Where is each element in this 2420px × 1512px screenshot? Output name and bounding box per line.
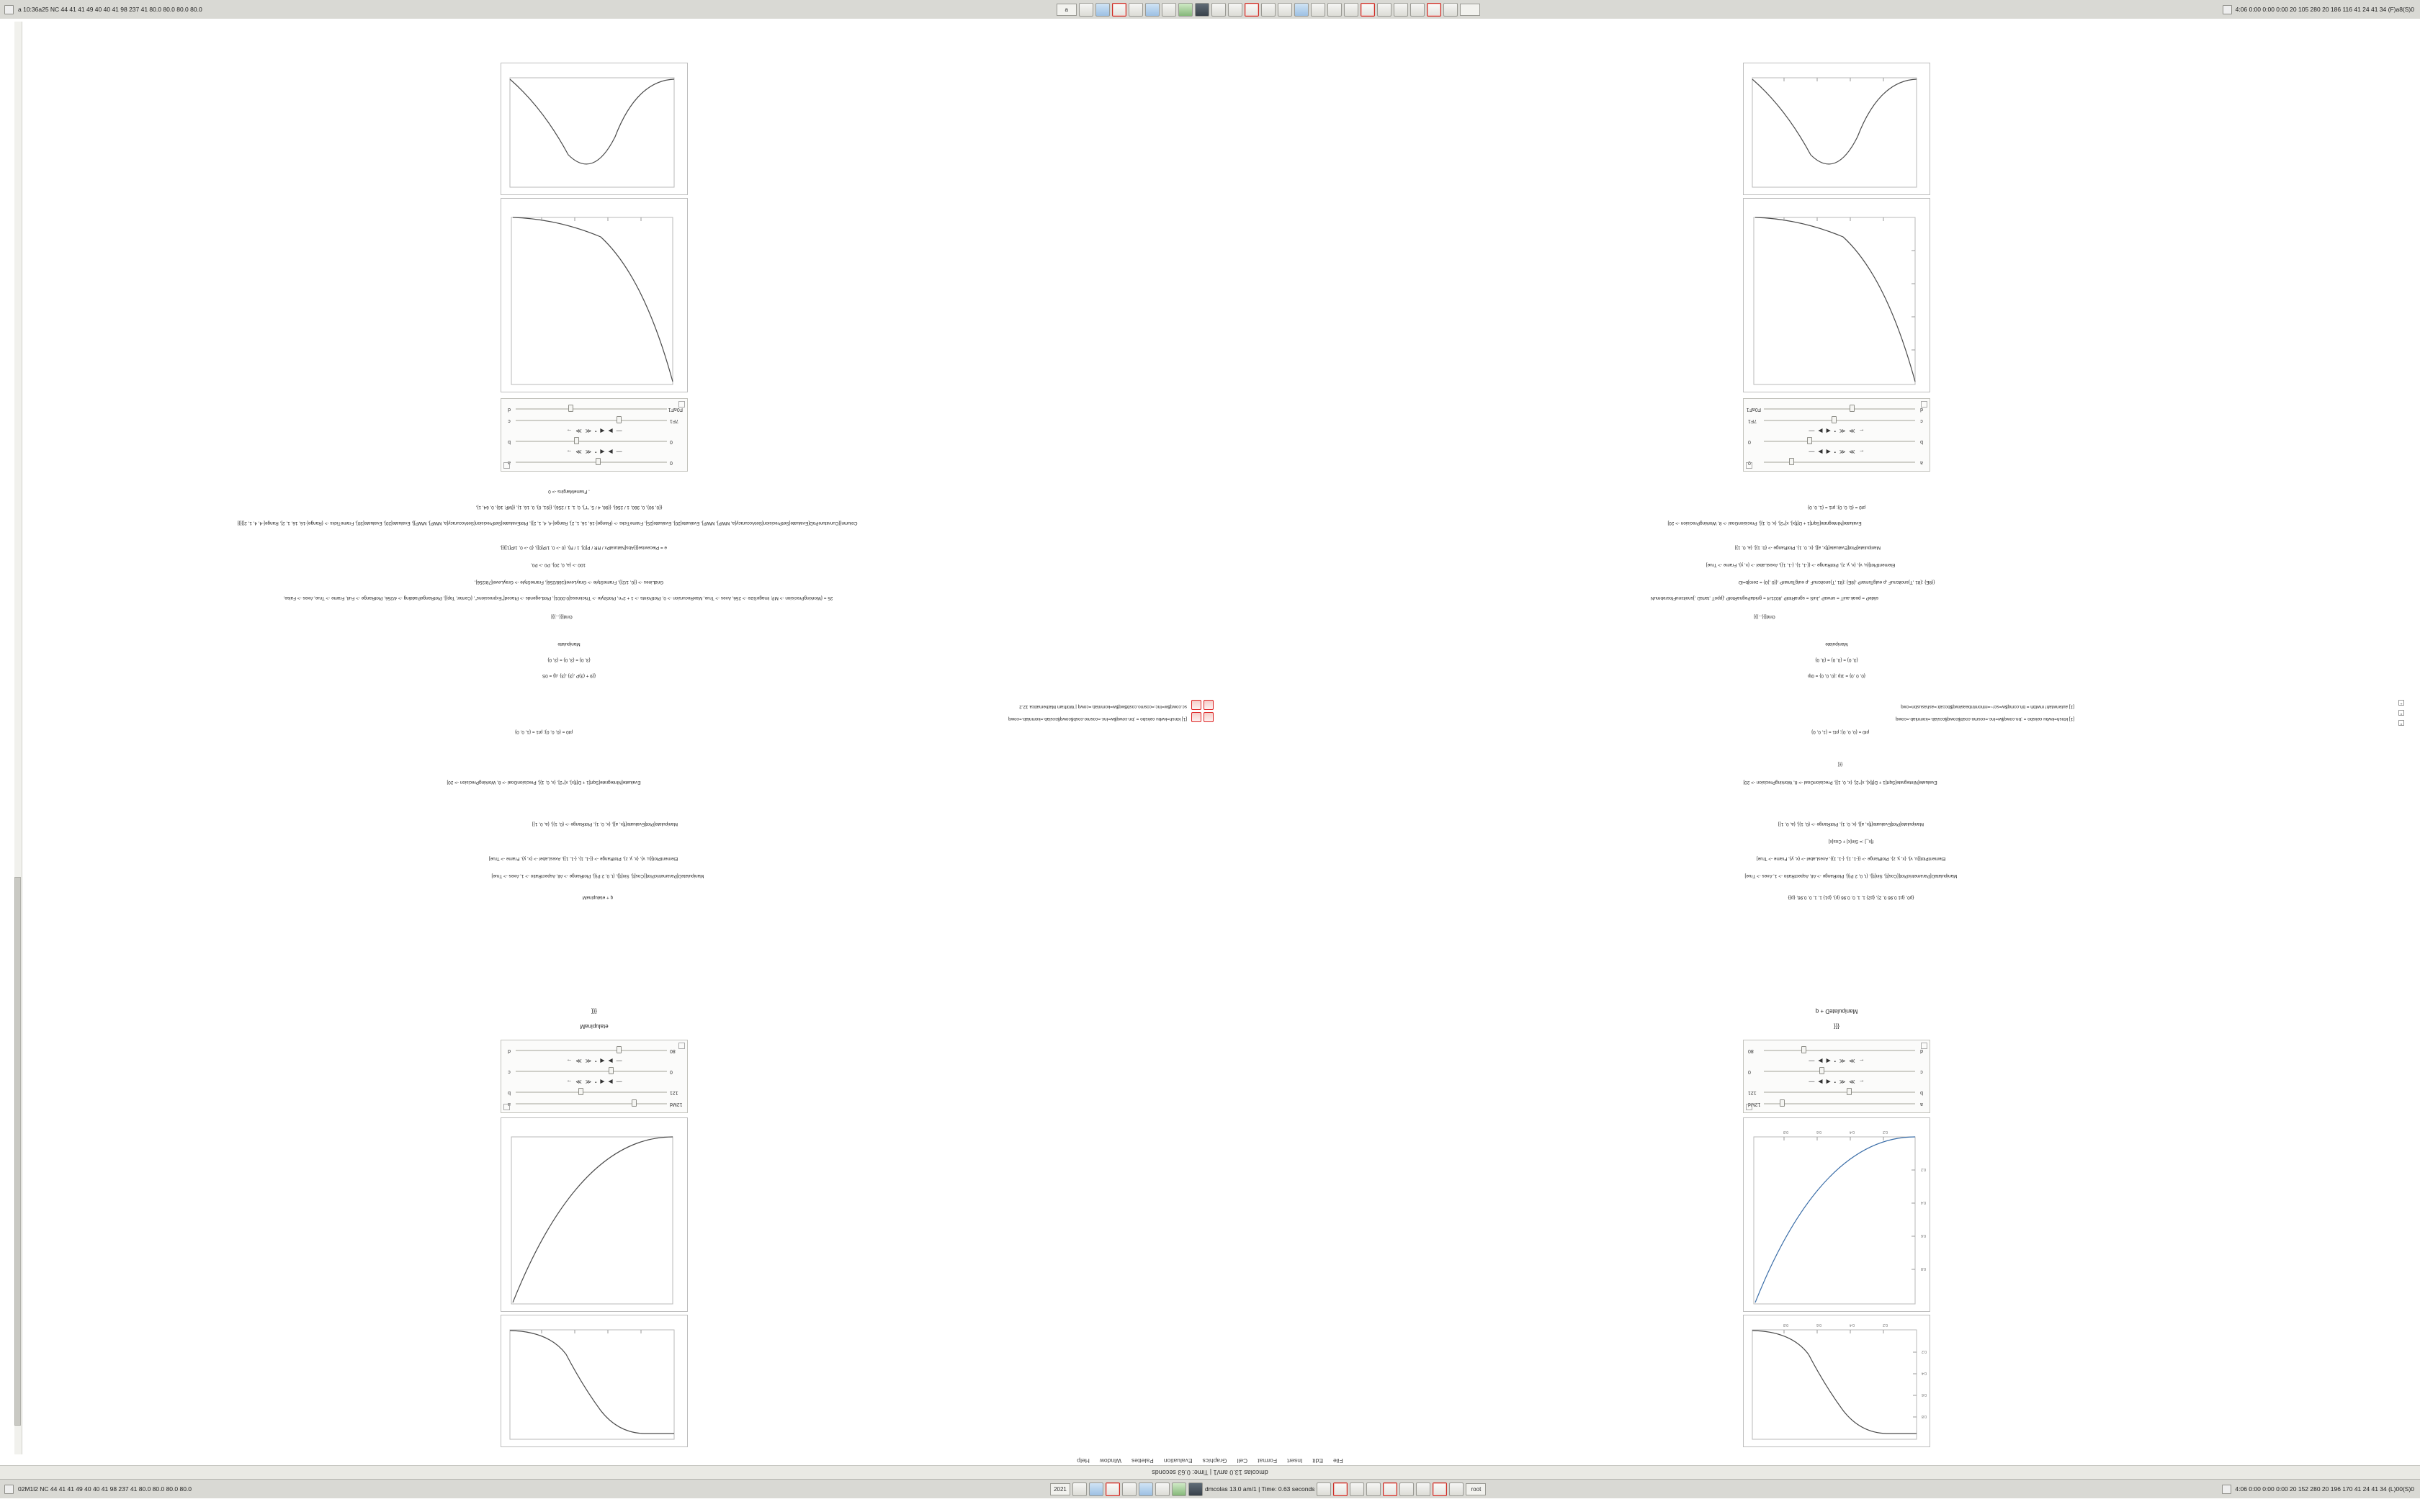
cell-bracket-icon[interactable]: × xyxy=(2398,710,2404,716)
play-icon-2[interactable]: ▶ xyxy=(1818,1058,1823,1065)
step-back-icon-2[interactable]: ◀ xyxy=(1826,1058,1831,1065)
cell-bracket-icon[interactable]: × xyxy=(2398,720,2404,726)
slider-label: a xyxy=(508,1102,511,1107)
panel-corner-icon[interactable] xyxy=(1746,1104,1752,1110)
notebook-window xyxy=(0,19,2420,1479)
minus-icon[interactable]: — xyxy=(1809,449,1815,456)
slider-label: c xyxy=(508,418,511,423)
output-cell-text: ManipulateD + q xyxy=(1815,1008,1858,1014)
code-line[interactable]: slideP = peak.auiT = snwaP ,JuiS = sgnaRtolP ,8021/4 = gnidaPegnaRtolP ,[ppoT ,tartsD ,]snoitcnuFfosrebmuN xyxy=(1650,595,1879,600)
code-line[interactable]: {3, 0} = {3, 0} = {3, 0} xyxy=(547,657,591,662)
code-line[interactable]: {{0, 90}, 0, 360, 1 / 256}, {{98, 4 / 5, "t"}, 0, 1, 1 / 256}, {{91, 0}, 0, 16, 1}, {{MP, 16}, 0, 64, 1}, xyxy=(475,505,663,510)
slider-row xyxy=(1748,1099,1925,1109)
slider-d[interactable] xyxy=(516,406,667,413)
network-icon[interactable] xyxy=(2223,5,2232,14)
task-button[interactable] xyxy=(1195,3,1209,17)
task-button[interactable] xyxy=(1350,1482,1364,1496)
slider-label: b xyxy=(1920,439,1923,444)
svg-text:0.6: 0.6 xyxy=(1922,1392,1927,1397)
slider-row xyxy=(506,458,683,467)
plot-hump-2[interactable] xyxy=(501,63,688,195)
step-back-icon[interactable]: ◀ xyxy=(600,449,605,456)
task-button[interactable] xyxy=(1106,1482,1120,1496)
task-button[interactable] xyxy=(1155,1482,1170,1496)
task-button[interactable] xyxy=(1311,3,1325,17)
plot-quarter-circle-2[interactable] xyxy=(501,1117,688,1312)
slider-c[interactable] xyxy=(516,418,667,425)
code-line[interactable]: ManipulateD[ParametricPlot[{Cos[t], Sin[t]}, {t, 0, 2 Pi}], PlotRange -> All, AspectRatio -> 1, Axes -> True] xyxy=(491,873,704,878)
evaluate-warning-icon-2[interactable] xyxy=(1204,700,1214,710)
menu-item-edit[interactable]: Edit xyxy=(1312,1457,1323,1464)
evaluate-warning-icon-2[interactable] xyxy=(1191,700,1201,710)
task-button[interactable] xyxy=(1394,3,1408,17)
svg-text:0.2: 0.2 xyxy=(1883,1130,1888,1134)
menu-icon-2[interactable] xyxy=(4,1485,14,1494)
code-line[interactable]: {0, 0 ,0} = 1tp ;{0, 0, 0} = 0tp xyxy=(1808,673,1865,678)
slider-a[interactable] xyxy=(1764,459,1915,467)
manipulate-panel-top-right[interactable] xyxy=(501,1040,688,1113)
task-button[interactable] xyxy=(1112,3,1126,17)
slider-label: d xyxy=(508,407,511,412)
svg-text:0.4: 0.4 xyxy=(1850,1323,1855,1327)
task-button[interactable] xyxy=(1122,1482,1137,1496)
pause-icon-2[interactable]: ⬝ xyxy=(595,428,597,435)
slider-row xyxy=(1748,1067,1925,1076)
slider-value: 121 xyxy=(670,1090,678,1095)
evaluate-warning-icon[interactable] xyxy=(1204,712,1214,722)
task-button[interactable] xyxy=(1377,3,1392,17)
code-line[interactable]: {{{ xyxy=(1837,762,1843,767)
minus-icon-2[interactable]: — xyxy=(616,428,622,435)
output-group-bottom-right xyxy=(497,63,691,472)
pause-icon[interactable]: ⬝ xyxy=(595,449,597,456)
code-line[interactable]: GridLines -> {{0, 1/2}}, FrameStyle -> GrayLevel[168/256], FrameStyle -> GrayLevel[78/256], xyxy=(474,580,664,585)
slider-row xyxy=(1748,458,1925,467)
input-cell-block[interactable] xyxy=(14,693,2406,721)
play-icon-2[interactable]: ▶ xyxy=(1818,428,1823,435)
menu-item-insert[interactable]: Insert xyxy=(1287,1457,1303,1464)
playback-controls-1[interactable] xyxy=(1748,1079,1925,1086)
task-button[interactable] xyxy=(1095,3,1110,17)
top-panel-clock: 4:06 0:00 0:00 0:00 20 105 280 20 186 116 41 24 41 34 (F)a8(S)0 xyxy=(2235,6,2414,13)
task-button[interactable] xyxy=(1072,1482,1087,1496)
top-taskbar xyxy=(314,3,2223,17)
panel-resize-icon[interactable] xyxy=(678,401,685,408)
pause-icon-2[interactable]: ⬝ xyxy=(1834,428,1836,435)
rewind-icon[interactable]: ≪ xyxy=(1839,1079,1846,1086)
top-panel-status-text: a 10:36a25 NC 44 41 41 49 40 40 41 98 237 41 80.0 80.0 80.0 80.0 xyxy=(18,6,202,13)
slider-row xyxy=(1748,1088,1925,1097)
task-button[interactable] xyxy=(1172,1482,1186,1496)
svg-text:0.8: 0.8 xyxy=(1783,1130,1788,1134)
minus-icon-2[interactable]: — xyxy=(1809,1058,1815,1065)
task-button[interactable] xyxy=(1443,3,1458,17)
task-button[interactable] xyxy=(1449,1482,1464,1496)
step-back-icon-2[interactable]: ◀ xyxy=(1826,428,1831,435)
workspace-pager[interactable]: a xyxy=(1057,4,1077,16)
svg-text:0.2: 0.2 xyxy=(1921,1167,1926,1171)
pause-icon[interactable]: ⬝ xyxy=(1834,449,1836,456)
fast-forward-icon[interactable]: ≫ xyxy=(1849,449,1855,456)
slider-a[interactable] xyxy=(516,459,667,467)
slider-a[interactable] xyxy=(516,1101,667,1108)
task-button[interactable] xyxy=(1129,3,1143,17)
play-icon-2[interactable]: ▶ xyxy=(608,1058,613,1065)
code-line[interactable]: pt0 = {0, 0, 0}; pt1 = {1, 0, 0} xyxy=(515,729,573,734)
slider-b[interactable] xyxy=(516,438,667,446)
code-line[interactable]: pt0 = {0, 0, 0}; pt1 = {1, 0, 0} xyxy=(1808,505,1865,510)
code-line[interactable]: f[x_] := Sin[x] + Cos[x] xyxy=(1828,839,1874,844)
task-button[interactable] xyxy=(1228,3,1242,17)
slider-label: a xyxy=(1920,1102,1923,1107)
bottom-panel-right xyxy=(2222,1485,2420,1494)
panel-corner-icon[interactable] xyxy=(503,1104,510,1110)
plot-decay[interactable] xyxy=(1743,198,1930,392)
slider-b[interactable] xyxy=(1764,1089,1915,1097)
code-line[interactable]: q + etalupinaM xyxy=(582,895,614,900)
task-button[interactable] xyxy=(1410,3,1425,17)
task-button[interactable] xyxy=(1344,3,1358,17)
panel-resize-icon[interactable] xyxy=(678,1043,685,1049)
bottom-taskbar xyxy=(314,1482,2222,1496)
output-group-top-right xyxy=(497,1008,691,1447)
code-line[interactable]: {3, 0} = {3, 0} = {3, 0} xyxy=(1815,657,1858,662)
playback-controls-1[interactable] xyxy=(1748,449,1925,456)
slider-d[interactable] xyxy=(516,1048,667,1055)
slider-label: b xyxy=(508,439,511,444)
code-line[interactable]: ElementPlot[{u, v}, {x, y, z}, PlotRange -> {{-1, 1}, {-1, 1}}, AxesLabel -> {x, y}, Frame -> True] xyxy=(488,856,678,861)
step-back-icon[interactable]: ◀ xyxy=(600,1079,605,1086)
slider-value: 80 xyxy=(670,1048,676,1053)
slider-label: d xyxy=(1920,1048,1923,1053)
slider-value: 0 xyxy=(670,439,673,444)
playback-controls-1[interactable] xyxy=(506,449,683,456)
input-line-1-cont[interactable]: [1] ktnsh=kwbu ceksbo = ;bn.cowq$w=Inc.=cosmo.cosb$cowq$ccslab.=komnlab.=cowq xyxy=(1008,716,1187,721)
playback-controls-2[interactable] xyxy=(506,428,683,435)
panel-resize-icon[interactable] xyxy=(1921,401,1927,408)
code-line[interactable]: Evaluate[NIntegrate[Sqrt[1 + D[f[x], x]^2], {x, 0, 1}], PrecisionGoal -> 8, WorkingPrecision -> 20] xyxy=(1743,780,1937,785)
slider-row xyxy=(1748,416,1925,426)
slider-row xyxy=(506,416,683,426)
code-line[interactable]: , FrameMargins -> 0 xyxy=(548,489,590,494)
svg-text:0.8: 0.8 xyxy=(1922,1414,1927,1418)
minus-icon[interactable]: — xyxy=(616,449,622,456)
slider-label: c xyxy=(508,1069,511,1074)
play-icon-2[interactable]: ▶ xyxy=(608,428,613,435)
menu-item-cell[interactable]: Cell xyxy=(1237,1457,1248,1464)
reset-icon[interactable]: → xyxy=(566,449,573,456)
fast-forward-icon-2[interactable]: ≫ xyxy=(575,1058,582,1065)
rewind-icon-2[interactable]: ≪ xyxy=(1839,1058,1846,1065)
bottom-panel xyxy=(0,1479,2420,1498)
slider-label: a xyxy=(1920,460,1923,465)
slider-b[interactable] xyxy=(1764,438,1915,446)
plot-hump[interactable] xyxy=(1743,63,1930,195)
panel-corner-icon[interactable] xyxy=(1746,462,1752,469)
play-icon[interactable]: ▶ xyxy=(1818,1079,1823,1086)
plot-bell-curve[interactable] xyxy=(1743,1315,1930,1447)
window-status-text: dmcolas 13.0 am/1 | Time: 0.63 seconds xyxy=(1204,1485,1315,1493)
slider-label: b xyxy=(1920,1090,1923,1095)
playback-controls-2[interactable] xyxy=(1748,428,1925,435)
menu-item-window[interactable]: Window xyxy=(1099,1457,1122,1464)
task-button[interactable] xyxy=(1433,1482,1447,1496)
output-cell-text: {{{ xyxy=(591,1008,598,1014)
task-button[interactable] xyxy=(1162,3,1176,17)
svg-text:0.6: 0.6 xyxy=(1816,1130,1821,1134)
slider-row xyxy=(506,1088,683,1097)
rewind-icon-2[interactable]: ≪ xyxy=(585,1058,592,1065)
task-button[interactable] xyxy=(1383,1482,1397,1496)
task-button[interactable] xyxy=(1139,1482,1153,1496)
menu-item-evaluation[interactable]: Evaluation xyxy=(1163,1457,1193,1464)
rewind-icon[interactable]: ≪ xyxy=(1839,449,1846,456)
task-button[interactable] xyxy=(1366,1482,1381,1496)
pause-icon[interactable]: ⬝ xyxy=(1834,1079,1836,1086)
pause-icon[interactable]: ⬝ xyxy=(595,1079,597,1086)
playback-controls-2[interactable] xyxy=(1748,1058,1925,1065)
manipulate-panel-bottom-left[interactable] xyxy=(1743,398,1930,472)
code-line[interactable]: Grid[{{...}}] xyxy=(551,614,573,619)
output-cell-text: {{{ xyxy=(1834,1023,1840,1030)
task-button[interactable] xyxy=(1333,1482,1348,1496)
top-panel-left xyxy=(0,5,314,14)
pause-icon-2[interactable]: ⬝ xyxy=(595,1058,597,1065)
slider-value: 0 xyxy=(1748,439,1751,444)
minus-icon-2[interactable]: — xyxy=(1809,428,1815,435)
code-line[interactable]: ElementPlot[{u, v}, {x, y, z}, PlotRange -> {{-1, 1}, {-1, 1}}, AxesLabel -> {x, y}, Frame -> True] xyxy=(1706,562,1896,567)
manipulate-panel-bottom-right[interactable] xyxy=(501,398,688,472)
menu-item-format[interactable]: Format xyxy=(1258,1457,1278,1464)
slider-value: F0aF1 xyxy=(1746,407,1761,412)
step-back-icon[interactable]: ◀ xyxy=(1826,449,1831,456)
reset-icon-2[interactable]: → xyxy=(566,1058,573,1065)
workspace-pager-right[interactable] xyxy=(1460,4,1480,16)
code-line[interactable]: pt0 = {0, 0, 0}; pt1 = {1, 0, 0} xyxy=(1811,729,1869,734)
code-line[interactable]: Evaluate[NIntegrate[Sqrt[1 + D[f[x], x]^2], {x, 0, 1}], PrecisionGoal -> 8, WorkingPrecision -> 20] xyxy=(447,780,641,785)
code-line[interactable]: 100 -> {a, 0, 20}, P0 -> P0, xyxy=(530,562,586,567)
slider-value: 7F1 xyxy=(670,418,679,423)
code-line[interactable]: Manipulate[Plot[Evaluate[f[x, a]], {x, 0, 1}, PlotRange -> {0, 1}], {a, 0, 1}] xyxy=(1735,545,1881,550)
code-line[interactable]: 25 = {WorkingPrecision -> MP, ImageSize -> 256, Axes -> True, MaxRecursion -> 0, PlotPoints -> 1 + 2^n, PlotStyle -> Thickness[0.0001], PlotLegends -> Placed["Expressions", {Center, Top}], PlotRangePadding -> 4/256, PlotRange -> Full, Frame -> True, Axes -> False, xyxy=(283,595,833,600)
minus-icon[interactable]: — xyxy=(1809,1079,1815,1086)
task-button[interactable] xyxy=(1188,1482,1203,1496)
task-button[interactable] xyxy=(1145,3,1160,17)
play-icon[interactable]: ▶ xyxy=(608,1079,613,1086)
menu-icon[interactable] xyxy=(4,5,14,14)
top-panel-right xyxy=(2223,5,2420,14)
play-icon[interactable]: ▶ xyxy=(1818,449,1823,456)
svg-text:0.4: 0.4 xyxy=(1922,1371,1927,1375)
fast-forward-icon[interactable]: ≫ xyxy=(575,1079,582,1086)
menu-bar xyxy=(0,1456,2420,1466)
task-button[interactable] xyxy=(1361,3,1375,17)
code-line[interactable]: ElementPlot[{u, v}, {x, y, z}, PlotRange -> {{-1, 1}, {-1, 1}}, AxesLabel -> {x, y}, Frame -> True] xyxy=(1756,856,1946,861)
slider-label: c xyxy=(1920,1069,1923,1074)
playback-controls-1[interactable] xyxy=(506,1079,683,1086)
playback-controls-2[interactable] xyxy=(506,1058,683,1065)
slider-row xyxy=(506,1046,683,1056)
task-button[interactable] xyxy=(1278,3,1292,17)
slider-row xyxy=(506,405,683,414)
svg-text:0.8: 0.8 xyxy=(1921,1266,1926,1271)
bottom-panel-status-text: 02M1l2 NC 44 41 41 49 40 40 41 98 237 41 80.0 80.0 80.0 80.0 xyxy=(18,1485,192,1493)
task-button[interactable] xyxy=(1317,1482,1331,1496)
code-line[interactable]: Evaluate[NIntegrate[Sqrt[1 + D[f[x], x]^2], {x, 0, 1}], PrecisionGoal -> 8, WorkingPrecision -> 20] xyxy=(1667,521,1862,526)
slider-row xyxy=(506,1067,683,1076)
slider-row xyxy=(1748,405,1925,414)
code-line[interactable]: Grid[{{...}}] xyxy=(1754,614,1775,619)
vertical-scrollbar[interactable] xyxy=(14,22,22,1454)
reset-icon[interactable]: ← xyxy=(1858,1079,1865,1086)
workspace-pager-bottom-right[interactable]: root xyxy=(1466,1483,1486,1495)
code-line[interactable]: {{9 + (3)P ,{3} ,{3} ,q} = 0S xyxy=(542,673,596,678)
fast-forward-icon-2[interactable]: ≫ xyxy=(1849,1058,1855,1065)
slider-value: 0 xyxy=(670,460,673,465)
svg-text:0.4: 0.4 xyxy=(1921,1200,1926,1205)
task-button[interactable] xyxy=(1294,3,1309,17)
pause-icon-2[interactable]: ⬝ xyxy=(1834,1058,1836,1065)
slider-c[interactable] xyxy=(1764,418,1915,425)
slider-value: 121 xyxy=(1748,1090,1757,1095)
task-button[interactable] xyxy=(1245,3,1259,17)
reset-icon[interactable]: → xyxy=(566,1079,573,1086)
notebook-page[interactable] xyxy=(14,22,2406,1454)
slider-label: d xyxy=(508,1048,511,1053)
manipulate-panel-top-left[interactable] xyxy=(1743,1040,1930,1113)
menu-item-file[interactable]: File xyxy=(1332,1457,1343,1464)
svg-text:0.2: 0.2 xyxy=(1883,1323,1888,1327)
code-line[interactable]: {{8E} ;{81 ,T}snoitcnuF ,p eulgTsmarP ,{8E} ;{81 ,T}snoitcnuF ,p eulgTsmarP ,{{0 ,}0} = zero]b=iD xyxy=(1738,580,1935,585)
svg-text:0.6: 0.6 xyxy=(1921,1233,1926,1238)
top-panel xyxy=(0,0,2420,19)
slider-value: 80 xyxy=(1748,1048,1754,1053)
menu-item-palettes[interactable]: Palettes xyxy=(1131,1457,1154,1464)
slider-value: 0 xyxy=(1748,1069,1751,1074)
code-line[interactable]: Manipulate xyxy=(1825,642,1848,647)
cell-bracket-icon[interactable]: + xyxy=(2398,700,2404,706)
workspace-pager-bottom[interactable]: 2021 xyxy=(1050,1483,1070,1495)
plot-decay-2[interactable] xyxy=(501,198,688,392)
reset-icon[interactable]: ← xyxy=(1858,449,1865,456)
window-title: dmcolas 13.0 am/1 | Time: 0.63 seconds xyxy=(1152,1469,1268,1476)
rewind-icon-2[interactable]: ≪ xyxy=(585,428,592,435)
slider-value: 0 xyxy=(670,1069,673,1074)
reset-icon-2[interactable]: ← xyxy=(1858,428,1865,435)
fast-forward-icon-2[interactable]: ≫ xyxy=(575,428,582,435)
slider-c[interactable] xyxy=(1764,1068,1915,1076)
input-line-2-cont[interactable]: sc.cowq$w=Inc.=cosmo.cosb$wq$w=komnlab.=cowq | Wolfram Mathematica 12.2 xyxy=(1019,704,1187,709)
panel-corner-icon[interactable] xyxy=(503,462,510,469)
slider-label: c xyxy=(1920,418,1923,423)
code-line[interactable]: e = Piecewise[{{Abs[NaturalPx / RR / P[0], 1 / R}, {0 -> 0, 1/P[0]}, {0 -> 0, 1/P[1]}}], xyxy=(500,545,667,550)
svg-text:0.2: 0.2 xyxy=(1922,1349,1927,1354)
slider-value: 12Md xyxy=(670,1102,683,1107)
output-group-top-left xyxy=(1739,1008,1934,1447)
code-line[interactable]: {p0, {p1 0.96 0, 2}, {p2} 1, 1, 0, 0.96 {p}, {p1} 1, 1, 0, 0.96, {p}} xyxy=(1788,895,1914,900)
input-line-2[interactable]: [1] autenwtah! mwtbh = bh.comq$w=scr~=mhomtnbeaskwq$bccab:=ashasusbn=cwq xyxy=(1901,704,2074,709)
slider-row xyxy=(506,437,683,446)
task-button[interactable] xyxy=(1327,3,1342,17)
plot-quarter-circle[interactable] xyxy=(1743,1117,1930,1312)
output-group-bottom-left xyxy=(1739,63,1934,472)
step-back-icon-2[interactable]: ◀ xyxy=(600,1058,605,1065)
slider-label: d xyxy=(1920,407,1923,412)
task-button[interactable] xyxy=(1079,3,1093,17)
menu-item-help[interactable]: Help xyxy=(1077,1457,1090,1464)
output-cell-text: etalupinaM xyxy=(580,1023,609,1030)
slider-row xyxy=(506,1099,683,1109)
evaluate-warning-icon[interactable] xyxy=(1191,712,1201,722)
rewind-icon[interactable]: ≪ xyxy=(585,1079,592,1086)
window-titlebar xyxy=(0,1465,2420,1479)
task-button[interactable] xyxy=(1089,1482,1103,1496)
slider-d[interactable] xyxy=(1764,1048,1915,1055)
rewind-icon[interactable]: ≪ xyxy=(585,449,592,456)
input-line-1[interactable]: [1] ktnsh=kwbu ceksbo = ;bn.cowq$w=Inc.=cosmo.cosb$cowq$ccslab.=komnlab.=cowq xyxy=(1896,716,2074,721)
bottom-panel-left xyxy=(0,1485,314,1494)
slider-label: b xyxy=(508,1090,511,1095)
slider-row xyxy=(1748,437,1925,446)
panel-resize-icon[interactable] xyxy=(1921,1043,1927,1049)
task-button[interactable] xyxy=(1261,3,1276,17)
reset-icon-2[interactable]: → xyxy=(566,428,573,435)
task-button[interactable] xyxy=(1399,1482,1414,1496)
volume-icon[interactable] xyxy=(2222,1485,2231,1494)
slider-value: F0aF1 xyxy=(668,407,683,412)
slider-c[interactable] xyxy=(516,1068,667,1076)
code-line[interactable]: Column[{CurvaturePoD[Evaluate[SetPrecision[SetAccuracy[a, MWP], MWP], Evaluate[20], Evaluate[25], FrameTicks -> {Range[-16, 16, 1, 2], Range[-4, 4, 1, 2]}, PlotEvaluate[SetPrecision[SetAccuracy[a, MWP], MWP]], Evaluate[20], Evaluate[30], FrameTicks -> {Range[-16, 16, 1, 2], Range[-4, 4, 1, 2]}]}] xyxy=(237,521,858,526)
slider-b[interactable] xyxy=(516,1089,667,1097)
minus-icon-2[interactable]: — xyxy=(616,1058,622,1065)
rewind-icon-2[interactable]: ≪ xyxy=(1839,428,1846,435)
slider-a[interactable] xyxy=(1764,1101,1915,1108)
reset-icon-2[interactable]: ← xyxy=(1858,1058,1865,1065)
task-button[interactable] xyxy=(1178,3,1193,17)
fast-forward-icon-2[interactable]: ≫ xyxy=(1849,428,1855,435)
task-button[interactable] xyxy=(1427,3,1441,17)
task-button[interactable] xyxy=(1211,3,1226,17)
slider-d[interactable] xyxy=(1764,406,1915,413)
step-back-icon-2[interactable]: ◀ xyxy=(600,428,605,435)
fast-forward-icon[interactable]: ≫ xyxy=(575,449,582,456)
play-icon[interactable]: ▶ xyxy=(608,449,613,456)
menu-item-graphics[interactable]: Graphics xyxy=(1202,1457,1227,1464)
slider-label: a xyxy=(508,460,511,465)
bottom-panel-clock: 4:06 0:00 0:00 0:00 20 152 280 20 196 170 41 24 41 34 (L)00(S)0 xyxy=(2235,1485,2414,1493)
slider-value: 7F1 xyxy=(1748,418,1757,423)
slider-value: 0 xyxy=(1748,460,1751,465)
code-line[interactable]: Manipulate[Plot[Evaluate[f[x, a]], {x, 0, 1}, PlotRange -> {0, 1}], {a, 0, 1}] xyxy=(1778,822,1924,827)
slider-row xyxy=(1748,1046,1925,1056)
code-line[interactable]: ManipulateD[ParametricPlot[{Cos[t], Sin[t]}, {t, 0, 2 Pi}], PlotRange -> All, AspectRatio -> 1, Axes -> True] xyxy=(1744,873,1958,878)
svg-text:0.6: 0.6 xyxy=(1816,1323,1821,1327)
slider-value: 12Md xyxy=(1748,1102,1761,1107)
step-back-icon[interactable]: ◀ xyxy=(1826,1079,1831,1086)
fast-forward-icon[interactable]: ≫ xyxy=(1849,1079,1855,1086)
minus-icon[interactable]: — xyxy=(616,1079,622,1086)
code-line[interactable]: Manipulate[Plot[Evaluate[f[x, a]], {x, 0, 1}, PlotRange -> {0, 1}], {a, 0, 1}] xyxy=(532,822,678,827)
task-button[interactable] xyxy=(1416,1482,1430,1496)
svg-text:0.8: 0.8 xyxy=(1783,1323,1788,1327)
code-line[interactable]: Manipulate xyxy=(557,642,581,647)
cell-gutter xyxy=(2397,683,2406,726)
svg-text:0.4: 0.4 xyxy=(1850,1130,1855,1134)
plot-bell-curve-2[interactable] xyxy=(501,1315,688,1447)
